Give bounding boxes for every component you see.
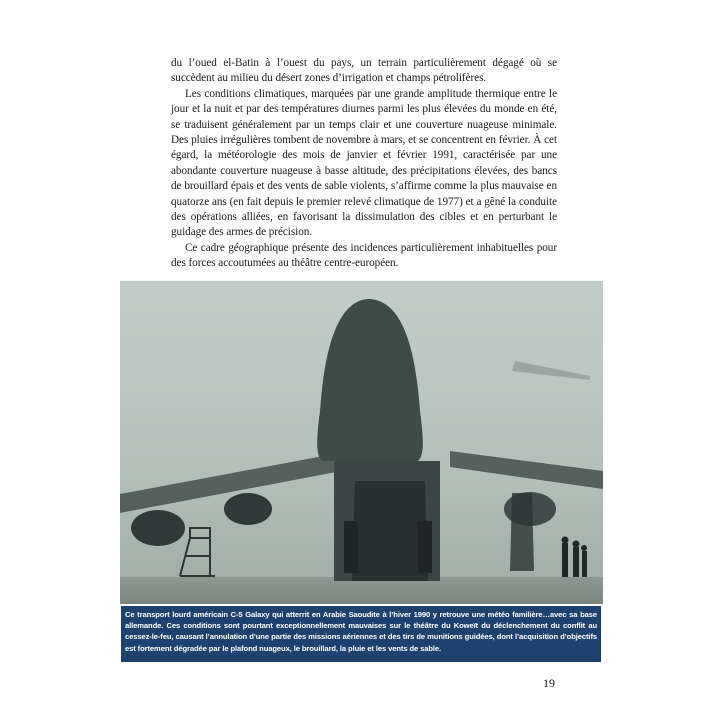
page-number: 19	[543, 676, 555, 690]
body-text	[171, 56, 557, 272]
photo-c5-galaxy-in-fog	[120, 281, 603, 604]
paragraph-continuation: du l’oued el-Batin à l’ouest du pays, un terrain particulièrement dégagé où se succèdent au milieu du désert zones d’irrigation et champs pétrolifères.	[171, 57, 557, 85]
tarmac	[120, 577, 603, 604]
paragraph-climate: Les conditions climatiques, marquées par une grande amplitude thermique entre le jour et la nuit et par des températures diurnes parmi les plus élevées du monde en été, se traduisent généralement par un temps clair et une couverture nuageuse minimale. Des pluies irrégulières tombent de novembre à mars, et se concentrent en février. À cet égard, la météorologie des mois de janvier et février 1991, caractérisée par une abondante couverture nuageuse à basse altitude, des précipitations élevées, des bancs de brouillard épais et des vents de sable violents, s’affirme comme la plus mauvaise en quatorze ans (en fait depuis le premier relevé climatique de 1977) et a gêné la conduite des opérations alliées, en favorisant la dissimulation des cibles et en perturbant le guidage des armes de précision.	[171, 87, 557, 239]
photo-caption: Ce transport lourd américain C-5 Galaxy qui atterrit en Arabie Saoudite à l’hiver 1990 y retrouve une météo familière…avec sa base allemande. Ces conditions sont pourtant exceptionnellement mauvaises sur le théâtre du Koweït du déclenchement du conflit au cessez-le-feu, causant l’annulation d’une partie des missions aériennes et des tirs de munitions guidées, dont l’acquisition d’objectifs est fortement dégradée par le plafond nuageux, le brouillard, la pluie et les vents de sable.	[121, 606, 601, 662]
aircraft-photo	[120, 281, 603, 604]
paragraph-geography: Ce cadre géographique présente des incidences particulièrement inhabituelles pour des forces accoutumées au théâtre centre-européen.	[171, 241, 557, 270]
